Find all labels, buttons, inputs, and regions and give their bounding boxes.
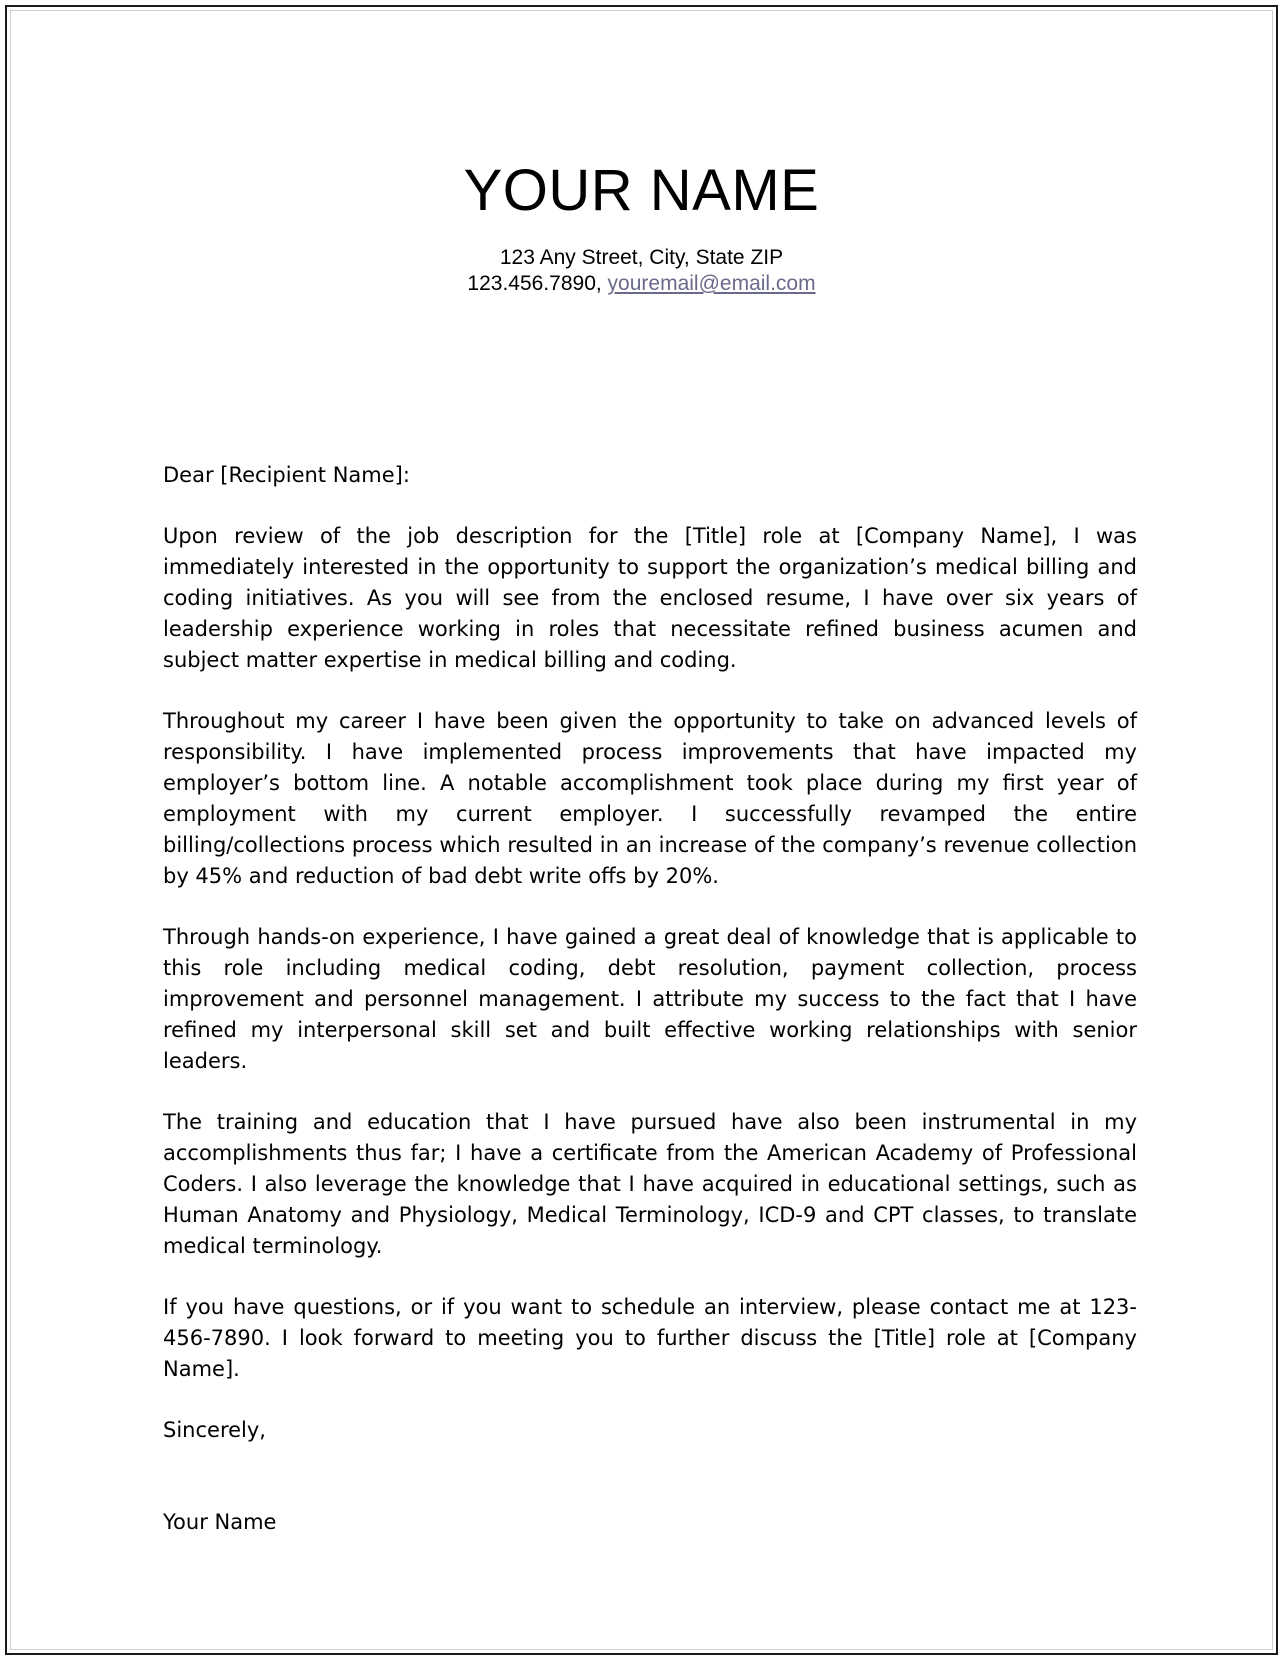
letter-header — [7, 157, 1276, 297]
paragraph-contact: If you have questions, or if you want to schedule an interview, please contact me at 123-456-7890. I look forward to meeting you to further discuss the [Title] role at [Company Name]. — [163, 1295, 1137, 1381]
email-link[interactable]: youremail@email.com — [607, 272, 816, 295]
paragraph-education: The training and education that I have pursued have also been instrumental in my accomplishments thus far; I have a certificate from the American Academy of Professional Coders. I also leverage the knowledge that I have acquired in educational settings, such as Human Anatomy and Physiology, Medical Terminology, ICD-9 and CPT classes, to translate medical terminology. — [163, 1110, 1137, 1258]
salutation: Dear [Recipient Name]: — [163, 463, 410, 487]
phone-email-line — [7, 271, 1276, 297]
phone-number: 123.456.7890, — [467, 272, 608, 295]
signature: Your Name — [163, 1510, 277, 1534]
address-line: 123 Any Street, City, State ZIP — [499, 246, 784, 269]
closing: Sincerely, — [163, 1418, 266, 1442]
paragraph-career: Throughout my career I have been given the opportunity to take on advanced levels of responsibility. I have implemented process improvements that have impacted my employer’s bottom line. A notable accomplishment took place during my first year of employment with my current employer. I successfully revamped the entire billing/collections process which resulted in an increase of the company’s revenue collection by 45% and reduction of bad debt write offs by 20%. — [163, 709, 1137, 888]
applicant-name: YOUR NAME — [463, 158, 820, 223]
document-page — [5, 5, 1278, 1655]
letter-body — [163, 460, 1137, 1568]
paragraph-intro: Upon review of the job description for the [Title] role at [Company Name], I was immediately interested in the opportunity to support the organization’s medical billing and coding initiatives. As you will see from the enclosed resume, I have over six years of leadership experience working in roles that necessitate refined business acumen and subject matter expertise in medical billing and coding. — [163, 524, 1137, 672]
paragraph-experience: Through hands-on experience, I have gained a great deal of knowledge that is applicable to this role including medical coding, debt resolution, payment collection, process improvement and personnel management. I attribute my success to the fact that I have refined my interpersonal skill set and built effective working relationships with senior leaders. — [163, 925, 1137, 1073]
